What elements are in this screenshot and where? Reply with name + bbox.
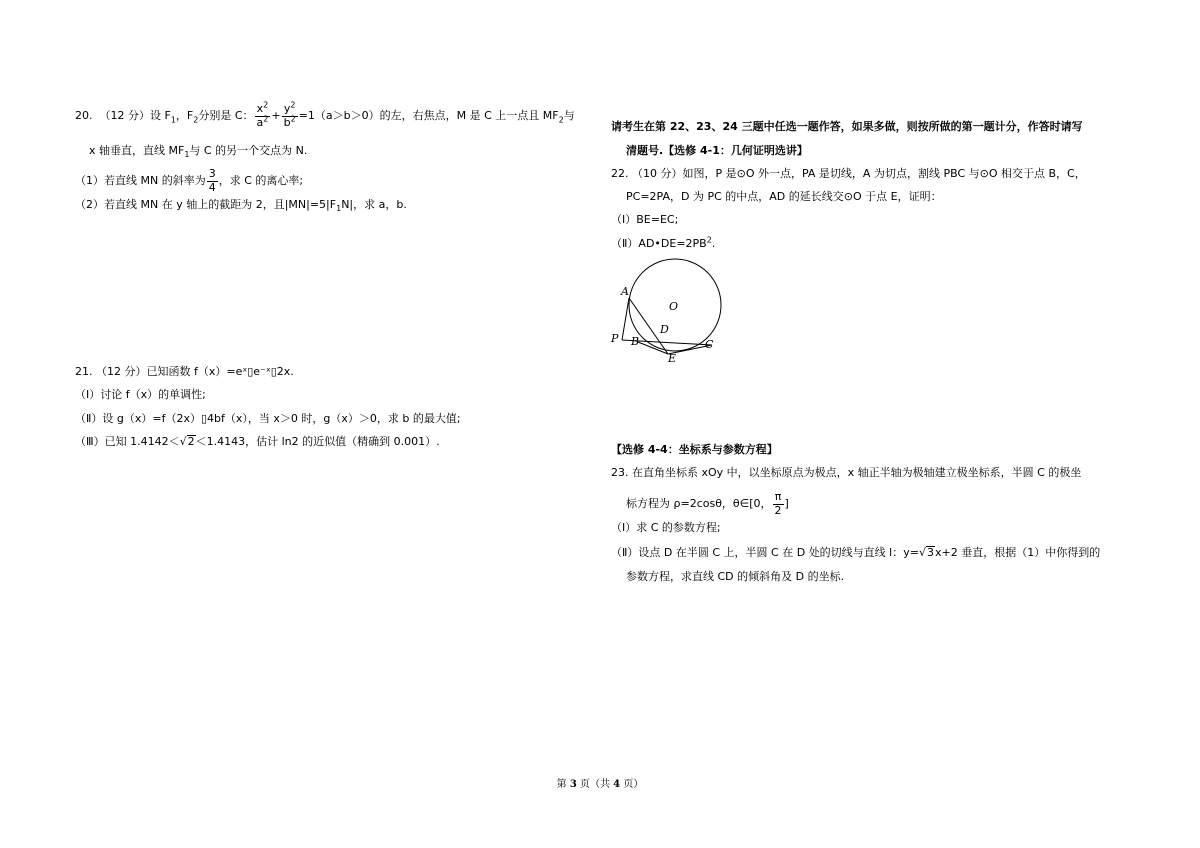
- q20-part1: （1）若直线 MN 的斜率为 $\frac{3}{4}$ ，求 C 的离心率;: [75, 167, 304, 194]
- page-footer: 第 3 页（共 4 页）: [556, 779, 644, 790]
- pi-over-2-fraction: $\frac{\pi}{2}$: [774, 490, 782, 517]
- q22-line2: PC=2PA，D 为 PC 的中点，AD 的延长线交⊙O 于点 E，证明：: [626, 190, 942, 203]
- q20-part2: （2）若直线 MN 在 y 轴上的截距为 2，且$|MN|=5|F_1N|$，求 a，b.: [75, 198, 407, 214]
- q20-points: （12 分）: [99, 109, 150, 123]
- label-o: O: [669, 300, 679, 313]
- q22-part2: $(Ⅱ)AD•DE=2PB^2$.: [611, 235, 716, 250]
- page-total: 4: [613, 779, 621, 790]
- label-e: E: [668, 352, 677, 365]
- q20-number: 20.: [75, 109, 93, 123]
- label-p: P: [611, 332, 619, 345]
- q23-line2: 标方程为 ρ=2cosθ，θ∈[0， $\frac{\pi}{2}$ ]: [626, 490, 789, 517]
- q23-line1: 23. 在直角坐标系 xOy 中，以坐标原点为极点，x 轴正半轴为极轴建立极坐标系，半圆 C 的极坐: [611, 466, 1082, 479]
- q22-line1: 22. （10 分）如图，P 是⊙O 外一点，PA 是切线，A 为切点，割线 PBC 与⊙O 相交于点 B，C，: [611, 167, 1086, 180]
- q20-fraction-x: $\frac{x^2}{a^2}$: [256, 100, 269, 129]
- label-d: D: [660, 323, 669, 336]
- section-4-1-heading: 清题号.【选修 4-1：几何证明选讲】: [626, 144, 808, 157]
- q23-part2-line2: 参数方程，求直线 CD 的倾斜角及 D 的坐标.: [626, 570, 845, 583]
- q21-part1: （Ⅰ）讨论 f（x）的单调性;: [75, 388, 206, 401]
- q20-line2: x 轴垂直，直线 $MF_1$与 C 的另一个交点为 N.: [89, 144, 308, 160]
- q23-part2: （Ⅱ）设点 D 在半圆 C 上，半圆 C 在 D 处的切线与直线 l：y=√3x+2 垂直，根据（1）中你得到的: [611, 546, 1101, 559]
- q23-part1: （Ⅰ）求 C 的参数方程;: [611, 521, 721, 534]
- q22-part1: （Ⅰ）BE=EC;: [611, 213, 679, 226]
- circle-geometry-figure: [608, 258, 738, 373]
- page-number: 3: [569, 779, 577, 790]
- q21-part3: （Ⅲ）已知 1.4142＜√2＜1.4143，估计 ln2 的近似值（精确到 0.001）.: [75, 435, 440, 448]
- q21-part2: （Ⅱ）设 g（x）=f（2x）▯4bf（x），当 x＞0 时，g（x）＞0，求 b 的最大值;: [75, 412, 461, 425]
- label-c: C: [705, 338, 714, 351]
- tangent-pa: [622, 298, 629, 340]
- q20-slope-fraction: $\frac{3}{4}$: [208, 167, 216, 194]
- section-4-4-heading: 【选修 4-4：坐标系与参数方程】: [611, 443, 778, 456]
- sqrt-3: √3: [918, 546, 934, 559]
- label-b: B: [631, 335, 640, 348]
- label-a: A: [621, 285, 629, 298]
- sqrt-2: √2: [179, 435, 195, 448]
- choose-one-instruction: 请考生在第 22、23、24 三题中任选一题作答，如果多做，则按所做的第一题计分，作答时请写: [611, 120, 1083, 133]
- q20-fraction-y: $\frac{y^2}{b^2}$: [283, 100, 296, 129]
- q21-line1: 21. （12 分）已知函数 f（x）=eˣ▯e⁻ˣ▯2x.: [75, 365, 294, 378]
- q20-line1: 20. （12 分）设 $F_1$，$F_2$分别是 C： $\frac{x^2}{a^2}$ + $\frac{y^2}{b^2}$ =1（a＞b＞0）的左，右焦点，M 是 C 上一点且 $MF_2$与: [75, 100, 575, 129]
